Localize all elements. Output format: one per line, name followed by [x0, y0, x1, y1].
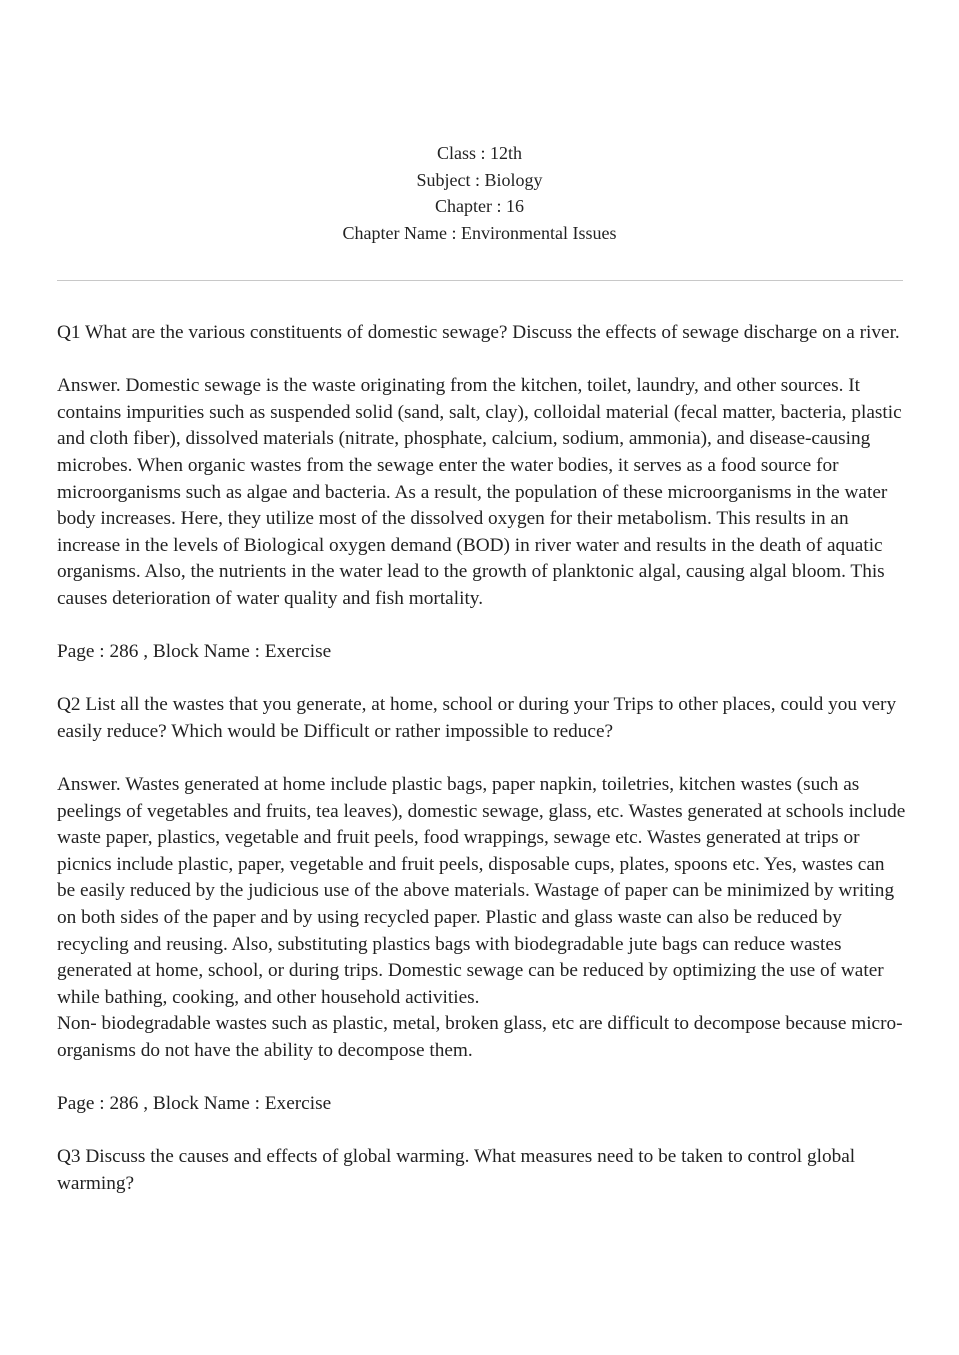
chapter-name-line: Chapter Name : Environmental Issues — [342, 222, 617, 243]
document-body — [57, 320, 907, 1224]
q1-question: Q1 What are the various constituents of domestic sewage? Discuss the effects of sewage discharge on a river. — [57, 322, 900, 343]
header-divider — [57, 280, 903, 281]
chapter-line: Chapter : 16 — [435, 196, 524, 216]
q2-answer: Answer. Wastes generated at home include plastic bags, paper napkin, toiletries, kitchen wastes (such as peelings of vegetables and fruits, tea leaves), domestic sewage, glass, etc. Wastes generated at schools include waste paper, plastics, vegetable and fruit peels, food wrappings, sewage etc. Wastes generated at trips or picnics include plastic, paper, vegetable and fruit peels, disposable cups, plates, spoons etc. Yes, wastes can be easily reduced by the judicious use of the above materials. Wastage of paper can be minimized by writing on both sides of the paper and by using recycled paper. Plastic and glass waste can also be reduced by recycling and reusing. Also, substituting plastics bags with biodegradable jute bags can reduce wastes generated at home, school, or during trips. Domestic sewage can be reduced by optimizing the use of water while bathing, cooking, and other household activities. — [57, 774, 906, 1008]
class-line: Class : 12th — [436, 143, 522, 163]
q2-answer-continued: Non- biodegradable wastes such as plastic, metal, broken glass, etc are difficult to decompose because micro-organisms do not have the ability to decompose them. — [57, 1013, 903, 1062]
q3-question: Q3 Discuss the causes and effects of global warming. What measures need to be taken to control global warming? — [57, 1146, 856, 1194]
subject-line: Subject : Biology — [416, 169, 543, 190]
q2-page-reference: Page : 286 , Block Name : Exercise — [57, 1093, 332, 1115]
q1-answer: Answer. Domestic sewage is the waste originating from the kitchen, toilet, laundry, and other sources. It contains impurities such as suspended solid (sand, salt, clay), colloidal material (fecal matter, bacteria, plastic and cloth fiber), dissolved materials (nitrate, phosphate, calcium, sodium, ammonia), and disease-causing microbes. When organic wastes from the sewage enter the water bodies, it serves as a food source for microorganisms such as algae and bacteria. As a result, the population of these microorganisms in the water body increases. Here, they utilize most of the dissolved oxygen for their metabolism. This results in an increase in the levels of Biological oxygen demand (BOD) in river water and results in the death of aquatic organisms. Also, the nutrients in the water lead to the growth of planktonic algal, causing algal bloom. This causes deterioration of water quality and fish mortality. — [57, 375, 902, 609]
q1-page-reference: Page : 286 , Block Name : Exercise — [57, 641, 332, 663]
document-header — [0, 140, 959, 246]
q2-question: Q2 List all the wastes that you generate, at home, school or during your Trips to other places, could you very easily reduce? Which would be Difficult or rather impossible to reduce? — [57, 694, 897, 742]
